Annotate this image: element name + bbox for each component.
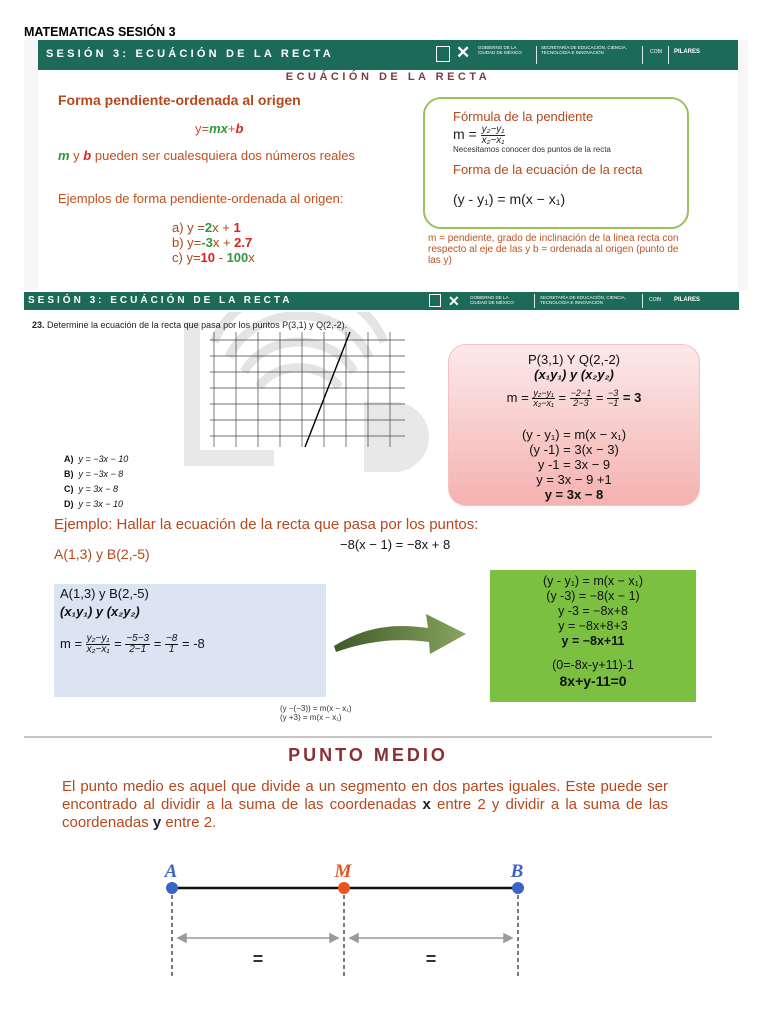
label-m: M: [334, 861, 352, 882]
green-step-4: y = −8x+8+3: [558, 619, 628, 633]
option-c: C) y = 3x − 8: [64, 484, 119, 494]
example-title: Ejemplo: Hallar la ecuación de la recta que pasa por los puntos:: [54, 516, 479, 533]
example-c: c) y=10 - 100x: [172, 250, 255, 265]
solution-step-3: y -1 = 3x − 9: [537, 457, 611, 472]
arrow-right-icon: [330, 602, 470, 662]
solution-step-1: (y - y₁) = m(x − x₁): [521, 427, 627, 442]
cdmx-logo-icon: ✕: [456, 43, 471, 62]
example-distribution: −8(x − 1) = −8x + 8: [340, 537, 451, 552]
examples-heading: Ejemplos de forma pendiente-ordenada al origen:: [58, 191, 344, 206]
two-points-note: Necesitamos conocer dos puntos de la recta: [453, 145, 611, 154]
solution-coords: (x₁y₁) y (x₂y₂): [534, 367, 614, 382]
example-b: b) y=-3x + 2.7: [172, 235, 253, 250]
equal-sign-1: =: [252, 949, 264, 969]
slide-header-band: [38, 40, 738, 70]
slope-formula-box: [423, 97, 689, 229]
definition-paragraph: m y b pueden ser cualesquiera dos números reales: [58, 148, 356, 163]
slope-formula-title: Fórmula de la pendiente: [453, 109, 594, 124]
green-step-5: y = −8x+11: [561, 634, 625, 648]
section-heading: Forma pendiente-ordenada al origen: [58, 92, 301, 108]
example-a: a) y =2x + 1: [172, 220, 241, 235]
slide-subtitle: ECUÁCIÓN DE LA RECTA: [285, 71, 491, 83]
example-points: A(1,3) y B(2,-5): [54, 546, 150, 562]
cdmx-logo-icon: ✕: [448, 293, 460, 309]
slide-ejercicio: [24, 292, 739, 720]
slope-calc-box: [54, 584, 326, 697]
line-graph: [210, 332, 405, 447]
secretaria-label: SECRETARÍA DE EDUCACIÓN, CIENCIA, TECNOLOGÍA E INNOVACIÓN: [541, 45, 627, 55]
general-form-result: 8x+y-11=0: [559, 673, 627, 689]
label-a: A: [164, 861, 178, 882]
solution-points: P(3,1) Y Q(2,-2): [528, 352, 620, 367]
pilares-label: PILARES: [674, 297, 701, 303]
point-slope-equation: (y - y₁) = m(x − x₁): [453, 191, 566, 207]
building-logo-icon: [429, 294, 441, 307]
line-equation-title: Forma de la ecuación de la recta: [453, 162, 643, 177]
question-23: 23. Determine la ecuación de la recta que pasa por los puntos P(3,1) y Q(2,-2).: [32, 320, 348, 330]
green-step-3: y -3 = −8x+8: [558, 604, 628, 618]
point-b: [512, 882, 524, 894]
small-note-1: (y −(−3)) = m(x − x₁): [280, 704, 352, 713]
midpoint-title: PUNTO MEDIO: [288, 745, 448, 765]
slide-header-band-2: [24, 292, 739, 310]
secretaria-label: SECRETARÍA DE EDUCACIÓN, CIENCIA, TECNOLOGÍA E INNOVACIÓN: [540, 295, 626, 305]
solution-step-4: y = 3x − 9 +1: [536, 472, 612, 487]
pilares-label: PILARES: [674, 49, 701, 55]
document-title: MATEMATICAS SESIÓN 3: [24, 25, 176, 39]
slide-punto-medio: [24, 736, 712, 978]
option-a: A) y = −3x − 10: [64, 454, 129, 464]
slide-header-title: SESIÓN 3: ECUÁCIÓN DE LA RECTA: [46, 48, 334, 60]
solution-box-23: [448, 344, 700, 506]
gov-label: GOBIERNO DE LA CIUDAD DE MÉXICO: [470, 295, 514, 305]
slope-intercept-formula: y=mx+b: [195, 121, 244, 136]
green-step-1: (y - y₁) = m(x − x₁): [542, 574, 644, 588]
option-b: B) y = −3x − 8: [64, 469, 124, 479]
cobi-label: COBI: [649, 297, 662, 303]
small-note-2: (y +3) = m(x − x₁): [280, 713, 342, 722]
point-a: [166, 882, 178, 894]
midpoint-definition: El punto medio es aquel que divide a un segmento en dos partes iguales. Este puede ser encontrado al dividir a la suma de las coordenadas x entre 2 y dividir a la suma de las coordenadas y entre 2.: [62, 778, 668, 831]
cobi-label: COBI: [650, 49, 663, 55]
green-step-6: (0=-8x-y+11)-1: [552, 658, 634, 672]
slide-header-title-2: SESIÓN 3: ECUÁCIÓN DE LA RECTA: [28, 295, 293, 306]
option-d: D) y = 3x − 10: [64, 499, 124, 509]
slope-formula: m = $\frac{\text{y₂−y₁}}{\text{x₂−x₁}}$: [453, 124, 505, 146]
green-step-2: (y -3) = −8(x − 1): [546, 589, 640, 603]
slide-ecuacion-recta: [24, 40, 748, 290]
solution-slope: m = $\frac{\text{y₂−y₁}}{\text{x₂−x₁}}$ = $\frac{-2-1}{2-3}$ = $\frac{-3}{-1}$ = 3: [506, 388, 642, 408]
equal-sign-2: =: [425, 949, 437, 969]
label-b: B: [510, 861, 524, 882]
blue-slope: m = $\frac{\text{y₂−y₁}}{\text{x₂−x₁}}$ = $\frac{-5-3}{2-1}$ = $\frac{-8}{1}$ = -8: [60, 633, 205, 655]
variables-legend: m = pendiente, grado de inclinación de la linea recta con respecto al eje de las y b = ordenada al origen (punto de las y): [428, 233, 679, 266]
blue-coords: (x₁y₁) y (x₂y₂): [60, 604, 140, 619]
solution-box-example: [490, 570, 696, 702]
blue-points: A(1,3) y B(2,-5): [60, 586, 149, 601]
point-m: [338, 882, 350, 894]
midpoint-diagram: [24, 848, 712, 978]
solution-step-2: (y -1) = 3(x − 3): [529, 442, 619, 457]
solution-result: y = 3x − 8: [544, 487, 604, 502]
building-logo-icon: [436, 46, 450, 62]
gov-label: GOBIERNO DE LA CIUDAD DE MÉXICO: [478, 45, 522, 55]
